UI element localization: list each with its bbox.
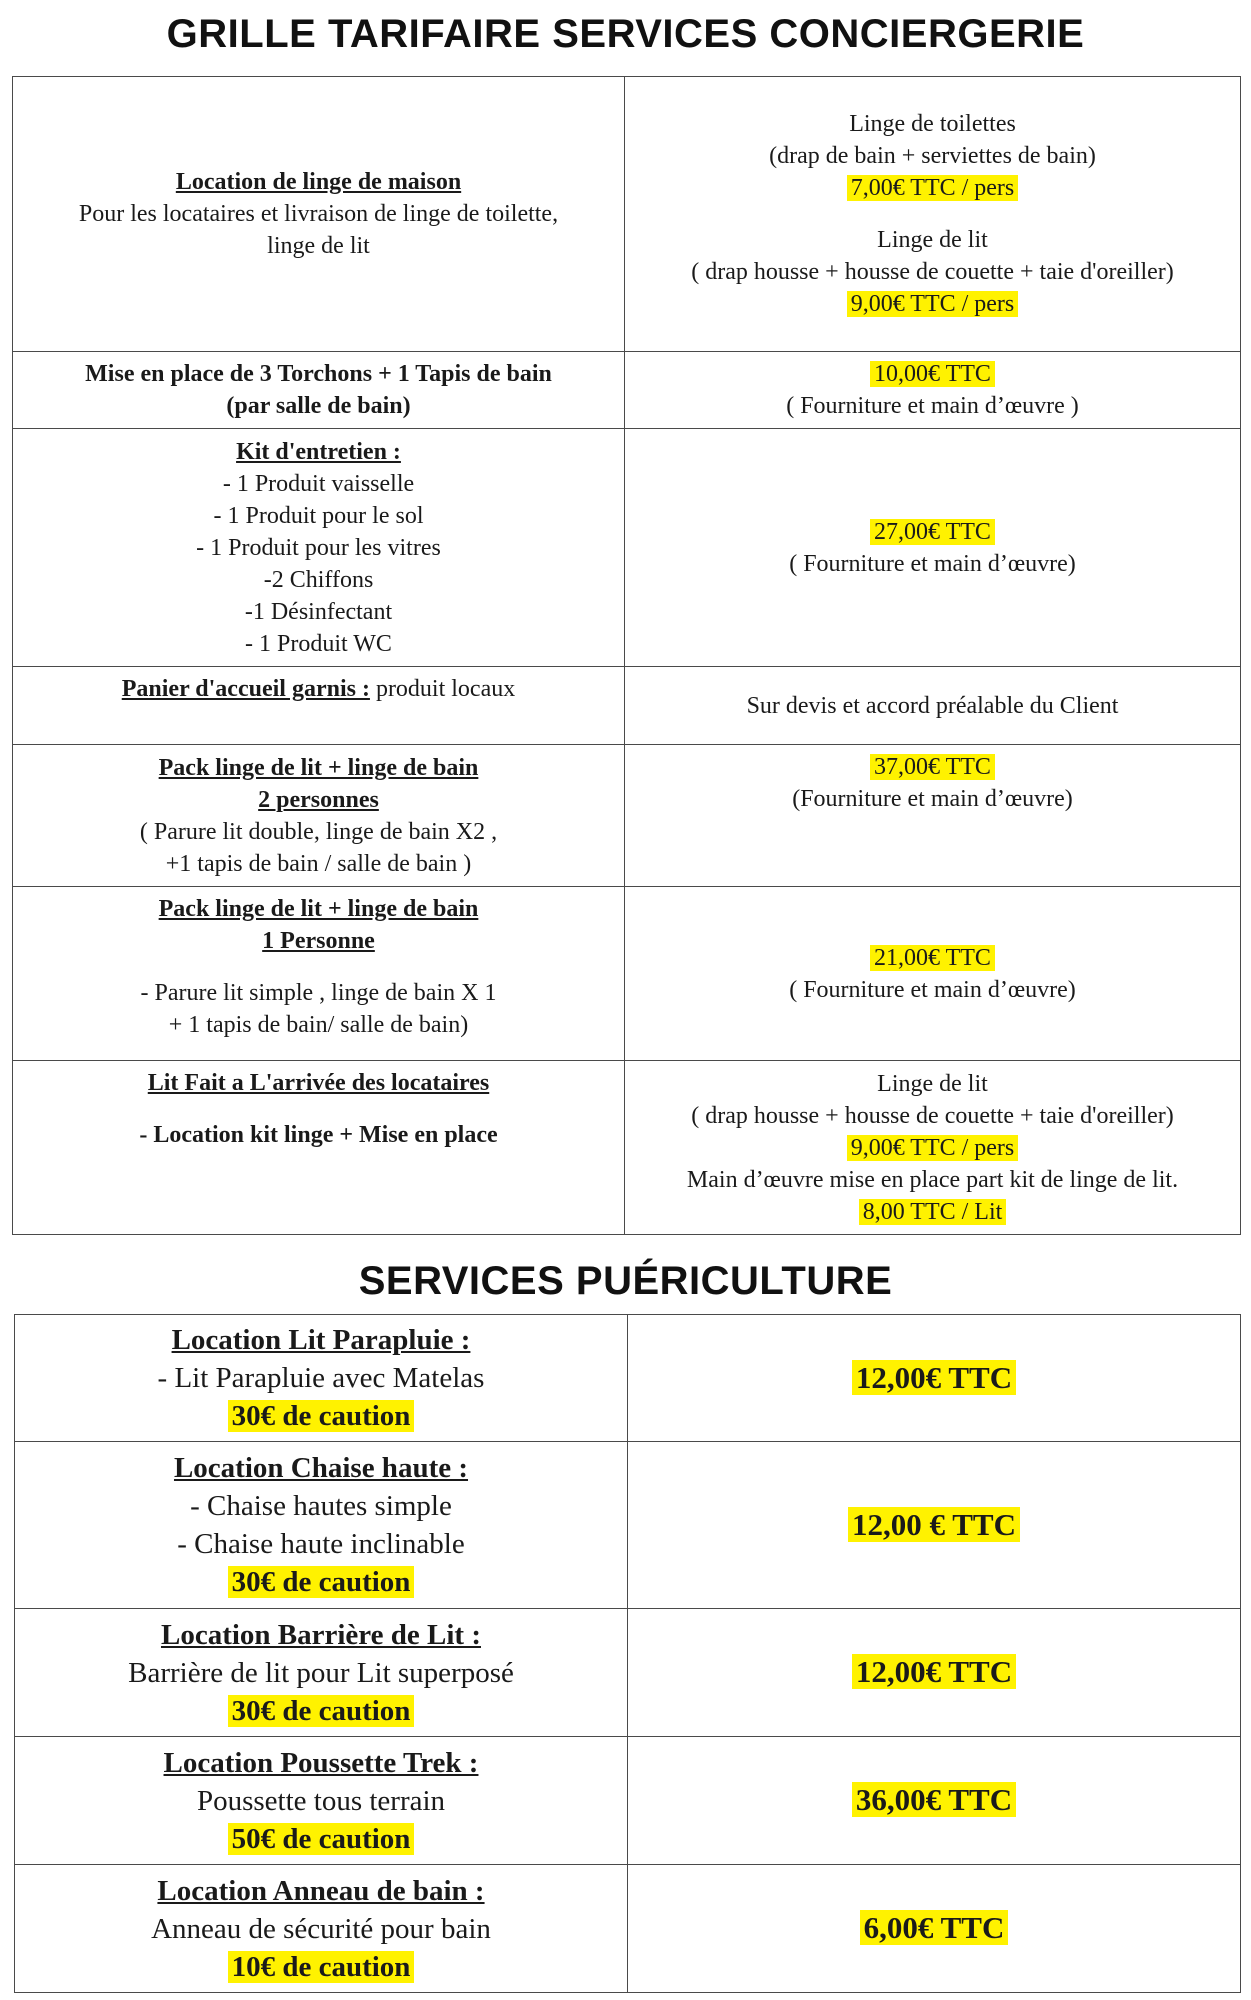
caution-highlight: 30€ de caution <box>228 1400 415 1432</box>
price-highlight: 12,00 € TTC <box>848 1507 1020 1542</box>
item-detail: (drap de bain + serviettes de bain) <box>769 143 1096 169</box>
price-highlight: 37,00€ TTC <box>870 754 995 780</box>
service-title: Location Poussette Trek : <box>163 1746 479 1779</box>
price-cell <box>625 667 1241 745</box>
service-description: Anneau de sécurité pour bain <box>151 1912 491 1945</box>
table-row <box>15 1609 1241 1737</box>
item-label: Linge de lit <box>877 227 988 253</box>
table-row <box>15 1737 1241 1865</box>
price-highlight: 27,00€ TTC <box>870 519 995 545</box>
table-row <box>13 1061 1241 1235</box>
price-highlight: 6,00€ TTC <box>860 1910 1009 1945</box>
price-highlight: 21,00€ TTC <box>870 945 995 971</box>
conciergerie-title: GRILLE TARIFAIRE SERVICES CONCIERGERIE <box>166 12 1085 56</box>
table-row <box>13 667 1241 745</box>
service-description: - Chaise haute inclinable <box>177 1528 465 1560</box>
list-item: -1 Désinfectant <box>244 598 393 625</box>
item-label: Linge de toilettes <box>849 111 1016 137</box>
service-title: Mise en place de 3 Torchons + 1 Tapis de bain <box>85 361 552 387</box>
caution-highlight: 10€ de caution <box>228 1951 415 1983</box>
price-note: ( Fourniture et main d’œuvre) <box>789 550 1076 577</box>
price-highlight: 10,00€ TTC <box>870 361 995 387</box>
service-cell <box>13 77 625 352</box>
price-cell <box>625 429 1241 667</box>
service-description: + 1 tapis de bain/ salle de bain) <box>168 1012 469 1038</box>
price-highlight: 36,00€ TTC <box>852 1782 1016 1817</box>
service-description: - Lit Parapluie avec Matelas <box>157 1362 485 1394</box>
service-cell <box>15 1442 628 1609</box>
price-highlight: 12,00€ TTC <box>852 1360 1016 1395</box>
service-title: Location de linge de maison <box>175 169 462 195</box>
service-description: Barrière de lit pour Lit superposé <box>128 1656 514 1689</box>
caution-highlight: 50€ de caution <box>228 1823 415 1855</box>
table-row <box>13 745 1241 887</box>
price-cell <box>628 1609 1241 1737</box>
service-cell <box>15 1609 628 1737</box>
list-item: - 1 Produit vaisselle <box>222 470 415 497</box>
price-highlight: 8,00 TTC / Lit <box>859 1199 1007 1225</box>
service-cell <box>13 429 625 667</box>
price-cell <box>625 1061 1241 1235</box>
conciergerie-table <box>12 76 1241 1235</box>
list-item: - 1 Produit pour le sol <box>213 502 424 529</box>
price-cell <box>625 745 1241 887</box>
service-cell <box>13 667 625 745</box>
service-cell <box>13 1061 625 1235</box>
puericulture-title: SERVICES PUÉRICULTURE <box>358 1259 893 1303</box>
service-title: Location Lit Parapluie : <box>171 1324 471 1356</box>
service-title: Kit d'entretien : <box>236 438 401 465</box>
price-cell <box>628 1737 1241 1865</box>
table-row <box>15 1442 1241 1609</box>
price-highlight: 9,00€ TTC / pers <box>847 291 1019 317</box>
service-title: Pack linge de lit + linge de bain <box>158 896 479 922</box>
price-note: ( Fourniture et main d’œuvre) <box>789 976 1076 1003</box>
caution-highlight: 30€ de caution <box>228 1695 415 1727</box>
price-note: Main d’œuvre mise en place part kit de linge de lit. <box>686 1166 1179 1193</box>
service-description: Pour les locataires et livraison de linge de toilette, <box>78 201 559 227</box>
price-cell <box>628 1442 1241 1609</box>
price-cell <box>628 1865 1241 1993</box>
price-cell <box>625 77 1241 352</box>
item-label: Linge de lit <box>877 1070 988 1097</box>
list-item: -2 Chiffons <box>263 566 374 593</box>
price-cell <box>625 352 1241 429</box>
service-description: ( Parure lit double, linge de bain X2 , <box>139 818 498 845</box>
caution-highlight: 30€ de caution <box>228 1566 415 1598</box>
price-note: (Fourniture et main d’œuvre) <box>792 786 1073 812</box>
price-text: Sur devis et accord préalable du Client <box>746 692 1119 719</box>
service-title: (par salle de bain) <box>226 393 411 419</box>
service-description: linge de lit <box>267 233 370 259</box>
item-detail: ( drap housse + housse de couette + taie d'oreiller) <box>691 259 1174 285</box>
item-detail: ( drap housse + housse de couette + taie d'oreiller) <box>691 1102 1174 1129</box>
price-highlight: 9,00€ TTC / pers <box>847 1135 1019 1161</box>
service-cell <box>15 1737 628 1865</box>
service-cell <box>15 1865 628 1993</box>
service-title: Location Barrière de Lit : <box>160 1618 481 1651</box>
service-title: 1 Personne <box>262 928 375 954</box>
price-highlight: 12,00€ TTC <box>852 1654 1016 1689</box>
table-row <box>13 429 1241 667</box>
list-item: - 1 Produit WC <box>245 630 392 657</box>
service-cell <box>13 887 625 1061</box>
service-title: 2 personnes <box>258 786 379 813</box>
list-item: - 1 Produit pour les vitres <box>196 534 441 561</box>
service-description: Poussette tous terrain <box>196 1784 446 1817</box>
price-note: ( Fourniture et main d’œuvre ) <box>786 393 1079 419</box>
service-title: Location Anneau de bain : <box>157 1874 485 1907</box>
service-title: Pack linge de lit + linge de bain <box>158 754 479 781</box>
service-title: Panier d'accueil garnis : <box>121 676 370 702</box>
service-description: +1 tapis de bain / salle de bain ) <box>165 850 472 877</box>
service-description: - Location kit linge + Mise en place <box>139 1122 498 1148</box>
service-description: produit locaux <box>369 676 516 702</box>
price-cell <box>625 887 1241 1061</box>
service-description: - Chaise hautes simple <box>190 1490 452 1522</box>
service-title: Location Chaise haute : <box>173 1452 469 1484</box>
service-cell <box>13 352 625 429</box>
table-row <box>13 77 1241 352</box>
table-row <box>15 1315 1241 1442</box>
table-row <box>13 352 1241 429</box>
table-row <box>13 887 1241 1061</box>
service-cell <box>15 1315 628 1442</box>
service-description: - Parure lit simple , linge de bain X 1 <box>140 980 497 1006</box>
price-highlight: 7,00€ TTC / pers <box>847 175 1019 201</box>
price-cell <box>628 1315 1241 1442</box>
table-row <box>15 1865 1241 1993</box>
puericulture-table <box>14 1314 1241 1993</box>
service-title: Lit Fait a L'arrivée des locataires <box>147 1070 490 1096</box>
service-cell <box>13 745 625 887</box>
